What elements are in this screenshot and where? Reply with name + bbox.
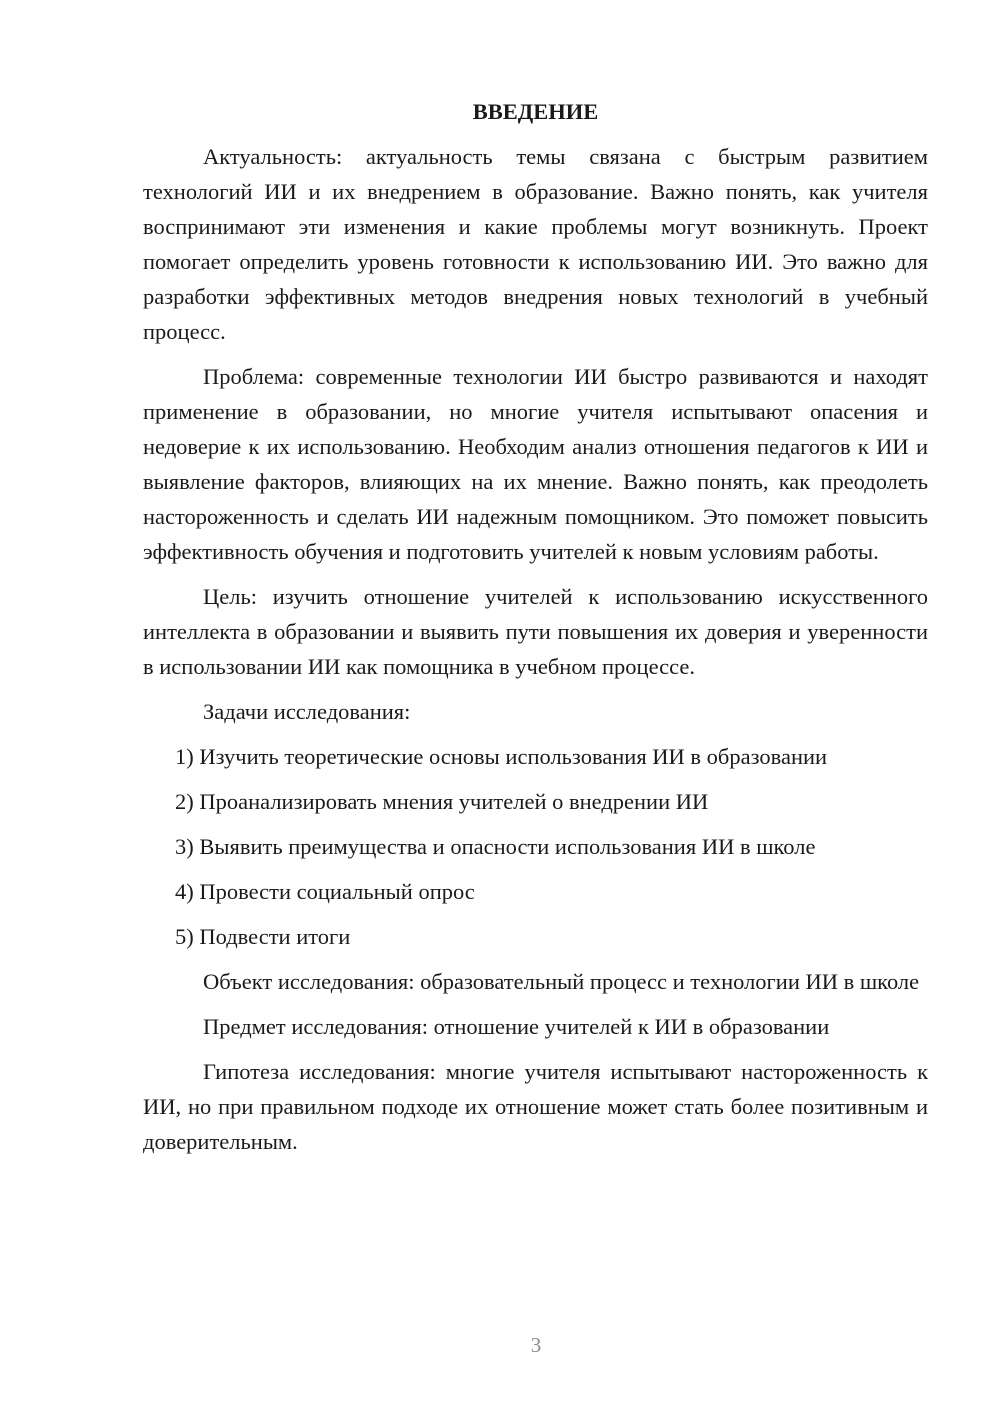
object-paragraph: Объект исследования: образовательный процесс и технологии ИИ в школе — [203, 969, 920, 994]
task-list — [143, 739, 928, 954]
task-item: 5) Подвести итоги — [175, 924, 351, 949]
task-item: 4) Провести социальный опрос — [175, 879, 475, 904]
problem-paragraph: Проблема: современные технологии ИИ быстро развиваются и находят применение в образовании, но многие учителя испытывают опасения и недоверие к их использованию. Необходим анализ отношения педагогов к ИИ и выявление факторов, влияющих на их мнение. Важно понять, как преодолеть настороженность и сделать ИИ надежным помощником. Это поможет повысить эффективность обучения и подготовить учителей к новым условиям работы. — [143, 364, 928, 564]
page-content — [143, 94, 928, 1169]
page-title: ВВЕДЕНИЕ — [472, 99, 599, 124]
task-item: 2) Проанализировать мнения учителей о внедрении ИИ — [175, 789, 709, 814]
task-item: 3) Выявить преимущества и опасности использования ИИ в школе — [175, 834, 816, 859]
hypothesis-paragraph: Гипотеза исследования: многие учителя испытывают настороженность к ИИ, но при правильном подходе их отношение может стать более позитивным и доверительным. — [143, 1059, 928, 1154]
tasks-heading: Задачи исследования: — [203, 699, 411, 724]
page-number: 3 — [530, 1333, 542, 1357]
goal-paragraph: Цель: изучить отношение учителей к использованию искусственного интеллекта в образовании и выявить пути повышения их доверия и уверенности в использовании ИИ как помощника в учебном процессе. — [143, 584, 928, 679]
task-item: 1) Изучить теоретические основы использования ИИ в образовании — [175, 744, 828, 769]
subject-paragraph: Предмет исследования: отношение учителей к ИИ в образовании — [203, 1014, 830, 1039]
relevance-paragraph: Актуальность: актуальность темы связана с быстрым развитием технологий ИИ и их внедрением в образование. Важно понять, как учителя воспринимают эти изменения и какие проблемы могут возникнуть. Проект помогает определить уровень готовности к использованию ИИ. Это важно для разработки эффективных методов внедрения новых технологий в учебный процесс. — [143, 144, 928, 344]
